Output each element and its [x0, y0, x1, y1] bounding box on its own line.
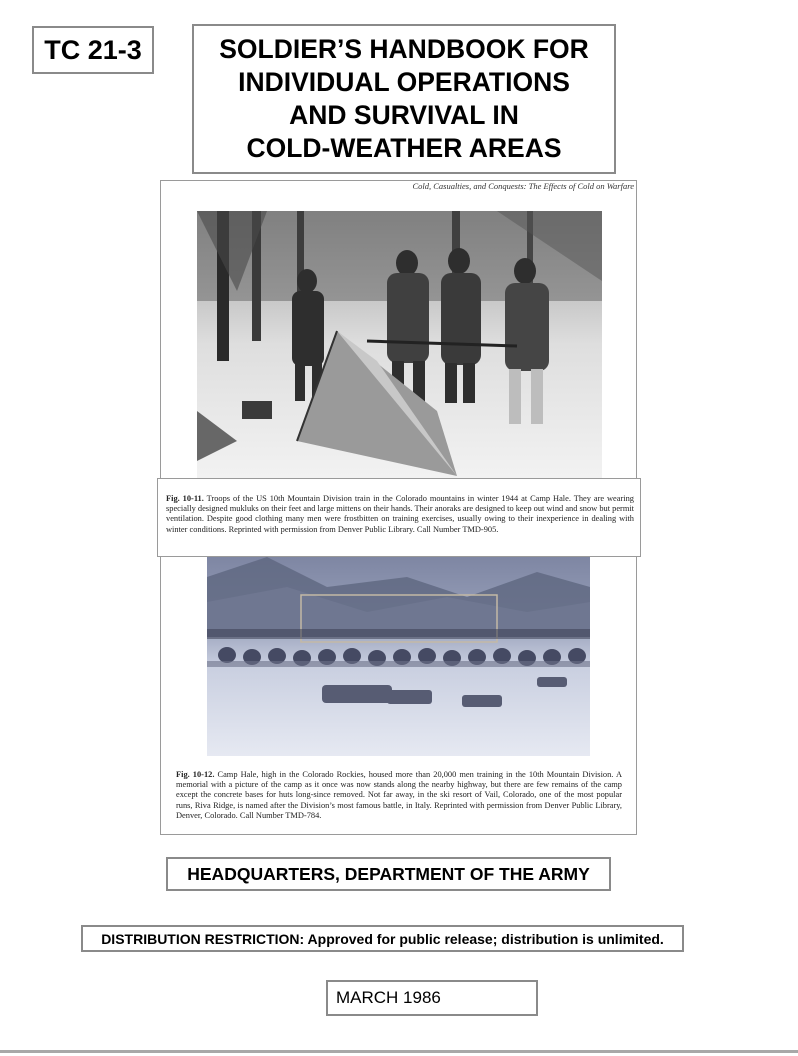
title-line-3: AND SURVIVAL IN — [289, 100, 519, 130]
title-line-2: INDIVIDUAL OPERATIONS — [238, 67, 570, 97]
distribution-restriction-text: DISTRIBUTION RESTRICTION: Approved for public release; distribution is unlimited. — [101, 930, 664, 947]
headquarters-box — [166, 857, 611, 891]
photo-camp-hale — [207, 557, 590, 756]
title-line-1: SOLDIER’S HANDBOOK FOR — [219, 34, 589, 64]
publication-date: MARCH 1986 — [336, 988, 441, 1007]
figure-10-12-caption — [176, 770, 622, 821]
photo-troops-training-image — [197, 211, 602, 478]
headquarters-text: HEADQUARTERS, DEPARTMENT OF THE ARMY — [187, 863, 590, 884]
page-bottom-rule — [0, 1050, 798, 1053]
document-title-box — [192, 24, 616, 174]
photo-camp-hale-image — [207, 557, 590, 756]
publication-date-box — [326, 980, 538, 1016]
title-line-4: COLD-WEATHER AREAS — [246, 133, 562, 163]
distribution-restriction-box — [81, 925, 684, 952]
running-head: Cold, Casualties, and Conquests: The Effects of Cold on Warfare — [412, 181, 634, 191]
figure-10-11-caption — [166, 494, 634, 535]
tc-number-box — [32, 26, 154, 74]
tc-number: TC 21-3 — [44, 34, 142, 65]
figure-10-11-label: Fig. 10-11. — [166, 494, 204, 503]
photo-troops-training — [197, 211, 602, 478]
figure-10-12-label: Fig. 10-12. — [176, 770, 215, 779]
figure-10-12-text: Camp Hale, high in the Colorado Rockies, housed more than 20,000 men training in the 10th Mountain Division. A memorial with a picture of the camp as it once was now stands along the nearby highway, but there are few remains of the camp except the concrete bases for huts long-since removed. Not far away, in the ski resort of Vail, Colorado, one of the most popular runs, Riva Ridge, is named after the Division’s most famous battle, in Italy. Reprinted with permission from Denver Public Library, Denver, Colorado. Call Number TMD-784. — [176, 770, 623, 820]
figure-10-11-text: Troops of the US 10th Mountain Division train in the Colorado mountains in winter 1944 at Camp Hale. They are wearing specially designed mukluks on their feet and large mittens on their hands. Their anoraks are designed to keep out wind and snow but permit ventilation. Despite good clothing many men were frostbitten on training exercises, usually owing to their inexperience in dealing with winter conditions. Reprinted with permission from Denver Public Library. Call Number TMD-905. — [166, 494, 634, 534]
